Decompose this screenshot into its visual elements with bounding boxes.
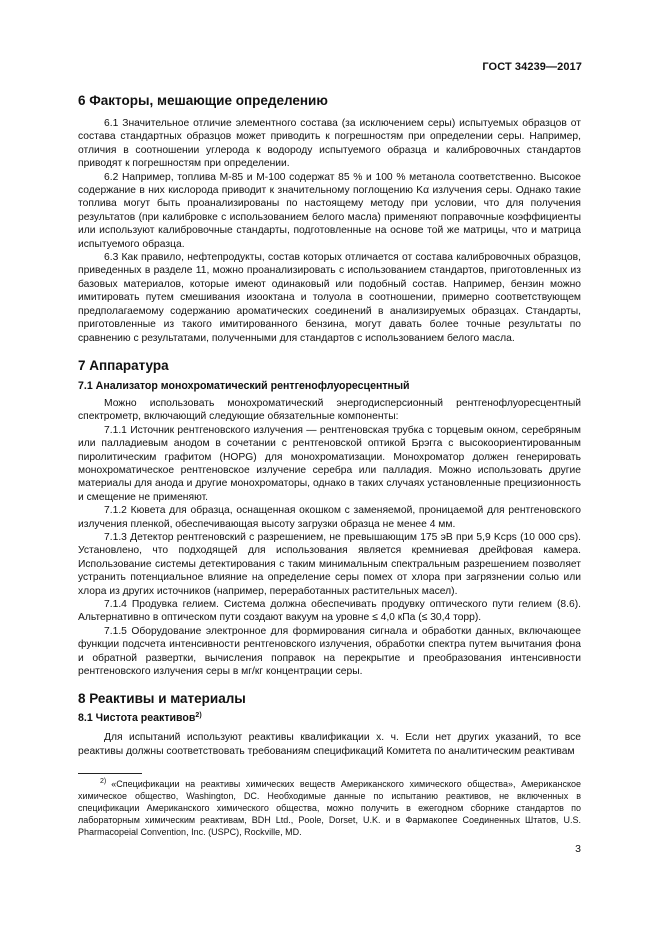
section-7-heading: 7 Аппаратура — [78, 357, 169, 373]
paragraph-7-1-3: 7.1.3 Детектор рентгеновский с разрешением, не превышающим 175 эВ при 5,9 Kcps (10 000 cps). Установлено, что подходящей для использования является кремниевая дрейфовая камера. Использование системы детектирования с таким минимальным спектральным разрешением позволяет устранить потенциальное влияние на определение серы помех от хлора при загрязнении солью или хлора из других источников (например, переработанных растительных масел). — [78, 531, 581, 597]
footnote: $^{2)}$ «Спецификации на реактивы химических веществ Американского химического общества», Американское химическое общество, Washington, DC. Необходимые данные по испытанию реактивов, не включенных в спецификации Американского химического общества, можно получить в ежегодном сборнике стандартов по лабораторным химическим реактивам, BDH Ltd., Poole, Dorset, U.K. и в Фармакопее Соединенных Штатов, U.S. Pharmacopeial Convention, Inc. (USPC), Rockville, MD. — [78, 778, 581, 837]
page-content — [78, 92, 581, 758]
section-8-heading: 8 Реактивы и материалы — [78, 691, 246, 707]
paragraph-7-1-2: 7.1.2 Кювета для образца, оснащенная окошком с заменяемой, проницаемой для рентгеновского излучения пленкой, обеспечивающая высоту загрузки образца не менее 4 мм. — [78, 505, 581, 530]
section-6-heading: 6 Факторы, мешающие определению — [78, 93, 328, 108]
paragraph-6-2: 6.2 Например, топлива М-85 и М-100 содержат 85 % и 100 % метанола соответственно. Высокое содержание в них кислорода приводит к значительному поглощению Kα излучения серы. Однако такие топлива могут быть проанализированы по настоящему методу при условии, что для получения результатов (при калибровке с использованием белого масла) применяют поправочные коэффициенты или используют калибровочные стандарты, подготовленные на основе той же матрицы, что и матрица испытуемого образца. — [78, 171, 581, 250]
paragraph-8-1: Для испытаний используют реактивы квалификации х. ч. Если нет других указаний, то все реактивы должны соответствовать требованиям спецификаций Комитета по аналитическим реактивам — [78, 732, 581, 757]
footnote-text: «Спецификации на реактивы химических веществ Американского химического общества», Американское химическое общество, Washington, DC. Необходимые данные по испытанию реактивов, не включенных в спецификации Американского химического общества, можно получить в ежегодном сборнике стандартов по лабораторным химическим реактивам, BDH Ltd., Poole, Dorset, U.K. и в Фармакопее Соединенных Штатов, U.S. Pharmacopeial Convention, Inc. (USPC), Rockville, MD. — [78, 779, 581, 837]
subsection-8-1-heading — [78, 711, 581, 725]
page-number: 3 — [575, 843, 581, 855]
paragraph-6-1: 6.1 Значительное отличие элементного состава (за исключением серы) испытуемых образцов от состава стандартных образцов может приводить к погрешностям при определении серы. Например, отличия в соотношении углерода к водороду испытуемого образца и калибровочных стандартов приводят к погрешностям при определении. — [78, 118, 581, 170]
paragraph-7-1-4: 7.1.4 Продувка гелием. Система должна обеспечивать продувку оптического пути гелием (8.6). Альтернативно в оптическом пути создают вакуум на уровне ≤ 4,0 кПа (≤ 30,4 торр). — [78, 599, 581, 624]
paragraph-7-1-1: 7.1.1 Источник рентгеновского излучения — рентгеновская трубка с торцевым окном, серебряным или палладиевым анодом в сочетании с рентгеновской оптикой Брэгга с высокоориентированным пиролитическим графитом (HOPG) для монохроматизации. Монохроматор должен генерировать монохроматическое рентгеновское излучение серебра или палладия. Можно использовать другие материалы для анода и другие монохроматоры, однако в таких случаях установленные прецизионность и смещение не применяют. — [78, 424, 581, 503]
footnote-reference[interactable]: 2) — [195, 712, 202, 720]
subsection-7-1-heading: 7.1 Анализатор монохроматический рентгенофлуоресцентный — [78, 379, 410, 392]
subsection-8-1-title: 8.1 Чистота реактивов — [78, 712, 196, 725]
document-code: ГОСТ 34239—2017 — [482, 61, 582, 73]
paragraph-7-1-5: 7.1.5 Оборудование электронное для формирования сигнала и обработки данных, включающее функции подсчета интенсивности рентгеновского излучения, обработки спектра путем вычитания фона и обратной развертки, вычисления поправок на перекрытие и преобразования интенсивности рентгеновского излучения серы в мг/кг концентрации серы. — [78, 625, 581, 678]
footnote-divider — [78, 773, 142, 774]
paragraph-7-1-intro: Можно использовать монохроматический энергодисперсионный рентгенофлуоресцентный спектрометр, включающий следующие обязательные компоненты: — [78, 397, 581, 423]
paragraph-6-3: 6.3 Как правило, нефтепродукты, состав которых отличается от состава калибровочных образцов, приведенных в разделе 11, можно проанализировать с использованием стандартов, приготовленных из базовых материалов, которые имеют одинаковый или подобный состав. Например, бензин можно имитировать путем смешивания изооктана и толуола в соотношении, примерно соответствующем предполагаемому содержанию ароматических соединений в анализируемых образцах. Стандарты, приготовленные из такого имитированного бензина, могут давать более точные результаты по сравнению с результатами, полученными для стандартов с использованием белого масла. — [78, 252, 581, 344]
